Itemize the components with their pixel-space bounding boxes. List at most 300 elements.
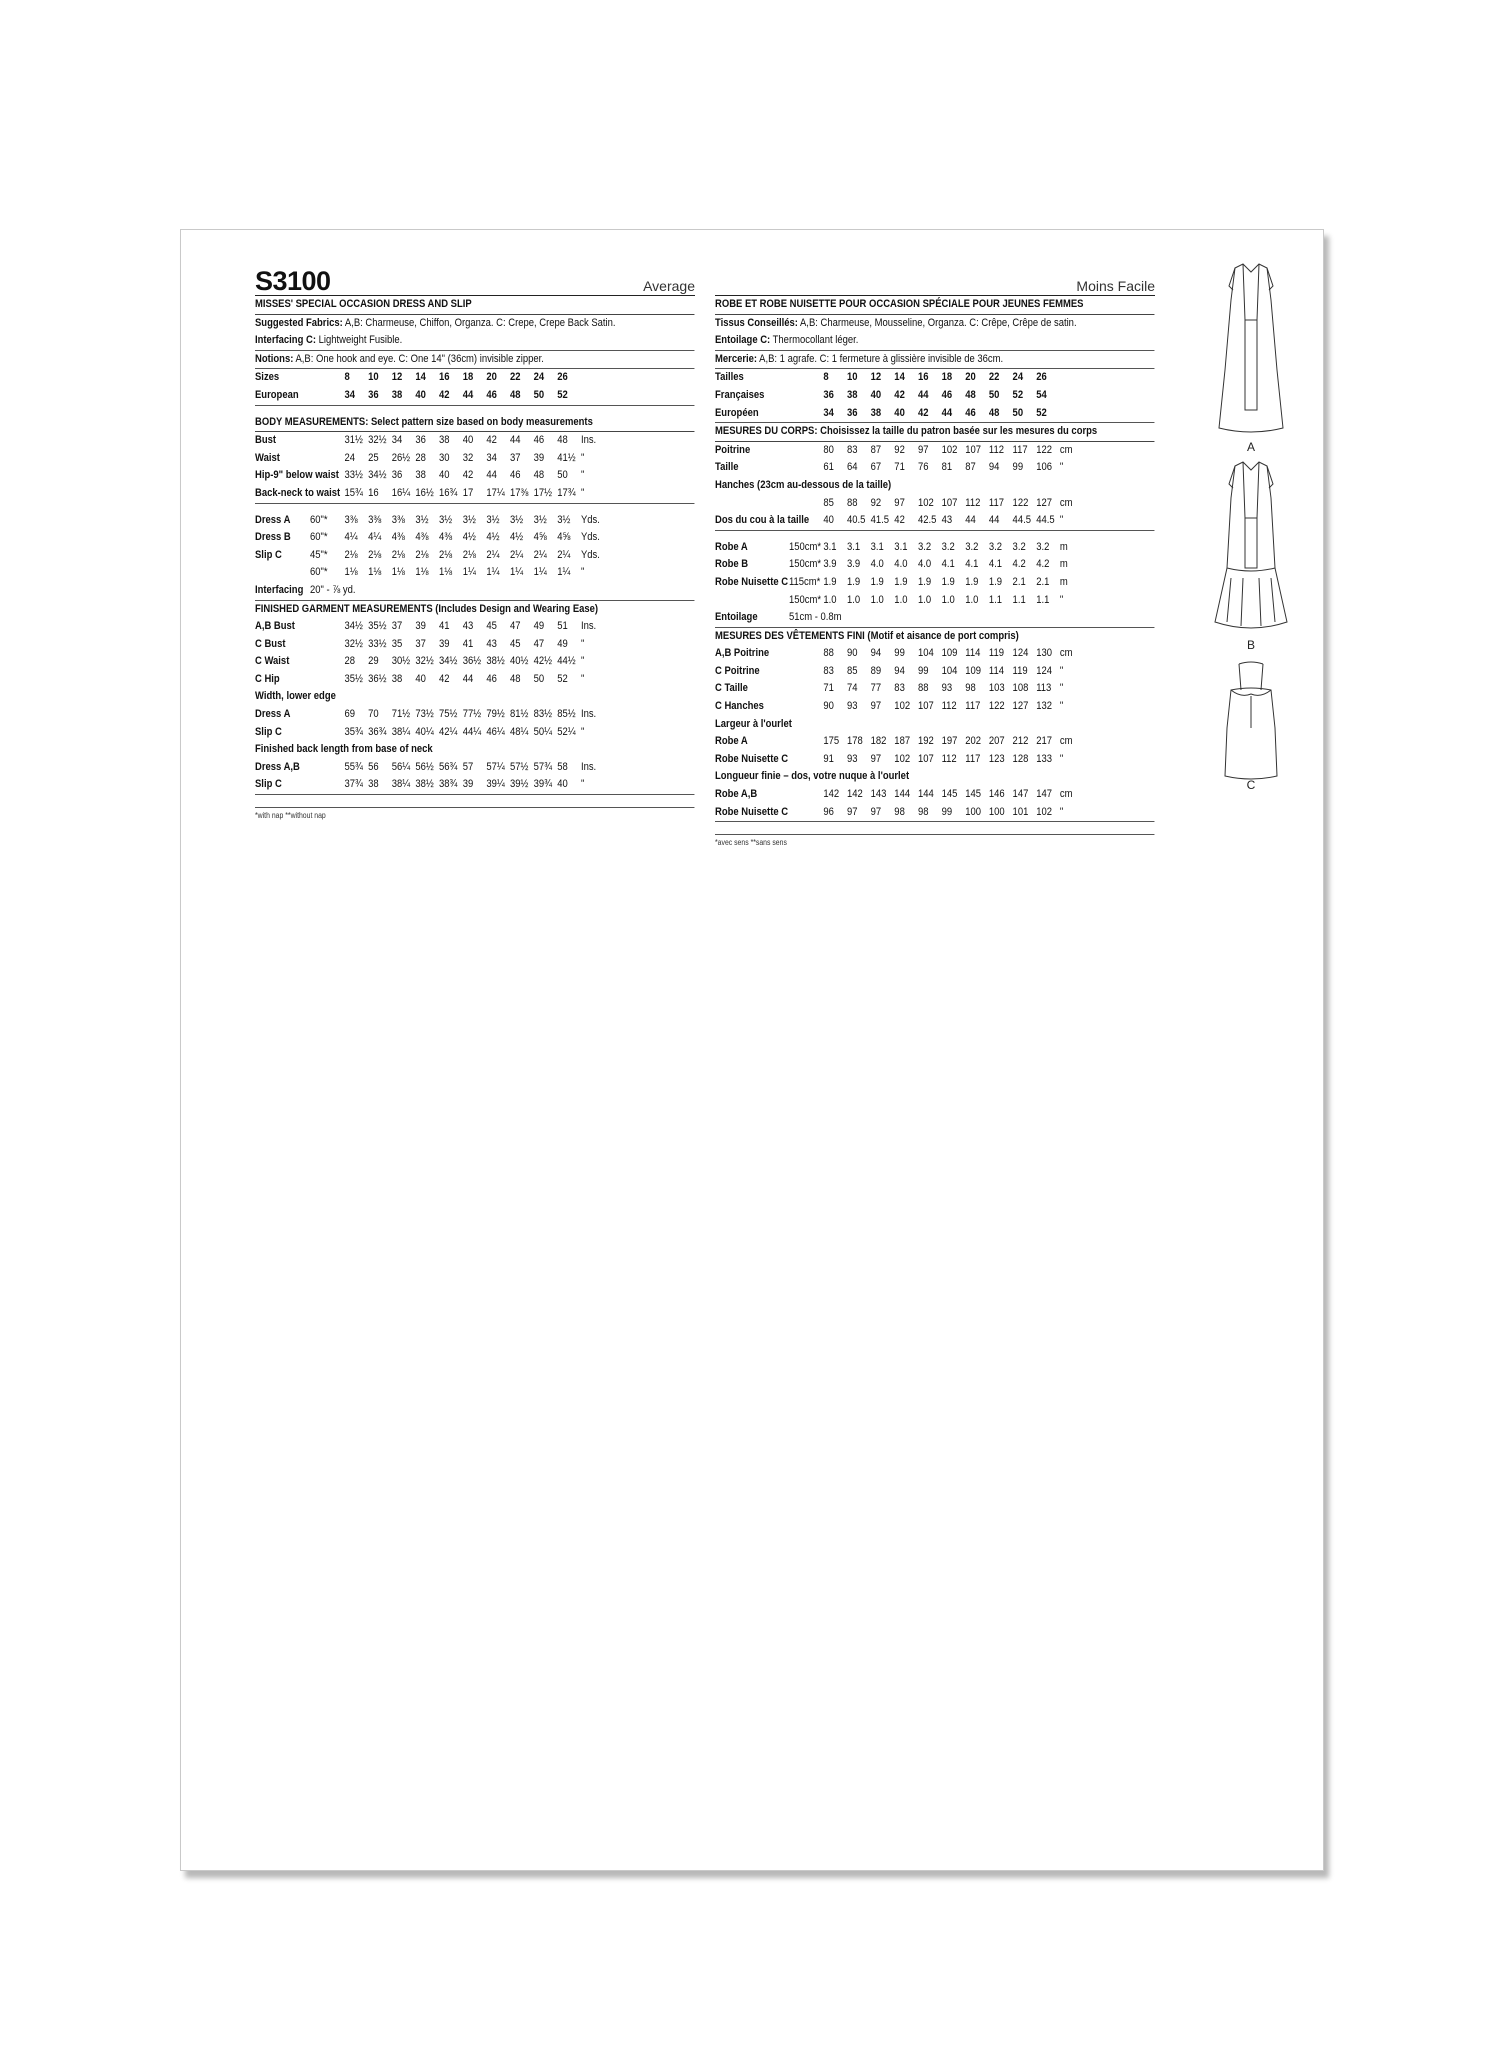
table-cell: 88	[847, 496, 858, 509]
table-row	[715, 645, 1072, 663]
table-cell: 42¼	[439, 725, 458, 738]
table-cell: 93	[847, 752, 858, 765]
table-cell: 39½	[509, 778, 529, 791]
table-cell: 69	[344, 708, 355, 721]
row-label: A,B Bust	[255, 620, 295, 633]
table-cell: 85	[823, 496, 834, 509]
table-row	[715, 574, 1068, 592]
table-cell: 3⅜	[344, 513, 358, 526]
table-cell: 42	[894, 514, 905, 527]
yardage-table	[255, 512, 694, 582]
table-cell: 145	[965, 788, 982, 801]
table-cell: 192	[917, 735, 934, 748]
table-cell: 93	[847, 700, 858, 713]
row-label: Bust	[255, 434, 277, 447]
fabric-width: 60"*	[310, 566, 328, 579]
table-row	[255, 706, 596, 724]
table-cell: 36	[847, 406, 858, 419]
unit-cell: m	[1059, 540, 1068, 553]
table-cell: 1⅛	[344, 566, 358, 579]
table-cell: 41.5	[870, 514, 890, 527]
row-label: C Bust	[255, 637, 286, 650]
table-cell: 3⅜	[391, 513, 405, 526]
table-cell: 44	[917, 388, 929, 401]
table-cell: 113	[1036, 682, 1052, 695]
table-cell: 1.0	[870, 593, 884, 606]
table-cell: 117	[1012, 443, 1028, 456]
table-cell: 46	[486, 672, 497, 685]
table-cell: 99	[917, 664, 929, 677]
table-cell: 4.2	[1012, 558, 1026, 571]
table-cell: 33½	[344, 469, 363, 482]
table-cell: 52	[557, 672, 568, 685]
table-cell: 71	[823, 682, 834, 695]
length-table-fr	[715, 786, 1154, 822]
unit-cell: "	[580, 637, 585, 650]
table-cell: 146	[988, 788, 1005, 801]
table-cell: 55¾	[344, 760, 363, 773]
body-measurements-table-fr	[715, 442, 1154, 477]
table-cell: 102	[917, 496, 934, 509]
row-label: Sizes	[255, 371, 280, 384]
fabric-width: 60"*	[310, 531, 328, 544]
table-cell: 48¼	[509, 725, 529, 738]
table-cell: 123	[988, 752, 1005, 765]
table-cell: 145	[941, 788, 958, 801]
table-cell: 36¾	[368, 725, 387, 738]
table-cell: 2⅛	[462, 548, 476, 561]
table-cell: 26	[1036, 371, 1047, 384]
fabrics-line: Suggested Fabrics: A,B: Charmeuse, Chiffon, Organza. C: Crepe, Crepe Back Satin.	[255, 316, 616, 329]
table-cell: 212	[1012, 735, 1029, 748]
row-label: A,B Poitrine	[715, 647, 770, 660]
table-cell: 38¾	[439, 778, 458, 791]
view-label-b: B	[1246, 638, 1255, 652]
table-cell: 81	[941, 461, 953, 474]
table-cell: 30	[439, 451, 450, 464]
table-cell: 49	[557, 637, 568, 650]
french-column	[715, 263, 1155, 849]
table-cell: 32	[462, 451, 474, 464]
table-cell: 1.0	[941, 593, 955, 606]
table-row	[255, 450, 596, 468]
finished-measurements-table-fr	[715, 645, 1154, 715]
unit-cell: "	[580, 672, 585, 685]
table-row	[255, 369, 581, 387]
table-row	[255, 432, 596, 450]
table-cell: 56	[368, 760, 379, 773]
table-cell: 42	[894, 388, 905, 401]
finished-measurements-heading-fr: MESURES DES VÊTEMENTS FINI (Motif et aisance de port compris)	[715, 629, 1019, 642]
row-label: Taille	[715, 461, 739, 474]
table-cell: 40	[557, 778, 568, 791]
table-row	[715, 495, 1072, 513]
table-cell: 102	[894, 752, 911, 765]
table-cell: 43	[462, 620, 474, 633]
table-row	[255, 618, 596, 636]
table-cell: 46	[965, 406, 976, 419]
table-cell: 112	[965, 496, 981, 509]
table-cell: 12	[391, 371, 403, 384]
table-cell: 1.9	[847, 575, 861, 588]
table-cell: 46¼	[486, 725, 505, 738]
table-cell: 97	[870, 805, 882, 818]
table-cell: 1⅛	[415, 566, 429, 579]
table-cell: 52	[1036, 406, 1047, 419]
table-cell: 8	[344, 371, 350, 384]
table-cell: 109	[941, 647, 958, 660]
length-table	[255, 759, 694, 795]
difficulty-label: Average	[643, 278, 695, 294]
table-cell: 34½	[368, 469, 387, 482]
table-cell: 16¾	[439, 486, 458, 499]
table-cell: 99	[941, 805, 953, 818]
table-cell: 4.2	[1036, 558, 1050, 571]
table-cell: 3½	[486, 513, 500, 526]
table-cell: 36	[368, 388, 379, 401]
fabric-width: 150cm*	[788, 558, 822, 571]
unit-cell: Ins.	[580, 760, 597, 773]
view-sketches	[1191, 260, 1311, 818]
table-cell: 103	[988, 682, 1005, 695]
interfacing-line-fr: Entoilage C: Thermocollant léger.	[715, 332, 1154, 351]
table-cell: 76	[917, 461, 929, 474]
table-cell: 1.9	[870, 575, 884, 588]
table-row	[715, 405, 1060, 423]
row-label: Robe B	[715, 558, 749, 571]
table-cell: 2⅛	[391, 548, 405, 561]
table-cell: 44.5	[1012, 514, 1031, 527]
table-cell: 1.9	[965, 575, 979, 588]
table-cell: 3.2	[988, 540, 1003, 553]
table-cell: 38	[415, 469, 426, 482]
table-row	[715, 751, 1072, 769]
table-cell: 52	[557, 388, 568, 401]
unit-cell: "	[580, 725, 585, 738]
table-row	[715, 663, 1072, 681]
table-cell: 16½	[415, 486, 434, 499]
table-cell: 3½	[462, 513, 476, 526]
table-cell: 17⅜	[509, 486, 529, 499]
table-cell: 14	[894, 371, 905, 384]
table-cell: 28	[344, 655, 355, 668]
table-row	[715, 733, 1072, 751]
table-cell: 124	[1036, 664, 1052, 677]
sizes-table-fr	[715, 369, 1154, 423]
table-cell: 42	[439, 388, 450, 401]
table-cell: 4⅜	[415, 531, 429, 544]
row-label: C Waist	[255, 655, 290, 668]
table-cell: 122	[1036, 443, 1052, 456]
table-cell: 3.9	[847, 558, 861, 571]
table-cell: 3½	[533, 513, 547, 526]
yardage-table-fr	[715, 539, 1154, 609]
row-label: Robe Nuisette C	[715, 805, 789, 818]
view-a	[1191, 260, 1311, 458]
table-cell: 4.0	[870, 558, 884, 571]
table-row	[715, 592, 1068, 610]
table-cell: 71	[894, 461, 905, 474]
table-row	[715, 369, 1060, 387]
table-cell: 75½	[439, 708, 458, 721]
interfacing-yardage-row-fr: Entoilage 51cm - 0.8m	[715, 609, 1154, 628]
table-row	[715, 459, 1072, 477]
table-cell: 4½	[462, 531, 476, 544]
table-cell: 38¼	[391, 725, 411, 738]
table-cell: 36	[823, 388, 834, 401]
table-cell: 35½	[344, 672, 363, 685]
table-cell: 31½	[344, 434, 363, 447]
pattern-envelope-back	[180, 229, 1324, 1871]
row-label: Dress B	[255, 531, 291, 544]
table-cell: 48	[509, 388, 521, 401]
table-cell: 38¼	[391, 778, 411, 791]
table-cell: 97	[870, 752, 882, 765]
header-row	[255, 263, 695, 296]
table-cell: 142	[847, 788, 863, 801]
table-row	[255, 529, 600, 547]
table-cell: 97	[847, 805, 858, 818]
table-cell: 144	[917, 788, 934, 801]
table-cell: 36½	[462, 655, 482, 668]
table-cell: 40	[462, 434, 474, 447]
finished-measurements-heading: FINISHED GARMENT MEASUREMENTS (Includes Design and Wearing Ease)	[255, 602, 599, 615]
table-cell: 36	[391, 469, 403, 482]
row-label: Tailles	[715, 371, 744, 384]
table-cell: 3.1	[823, 540, 837, 553]
unit-cell: "	[580, 469, 585, 482]
table-cell: 42	[462, 469, 474, 482]
table-cell: 44	[965, 514, 976, 527]
table-cell: 1¼	[486, 566, 500, 579]
table-cell: 38½	[486, 655, 505, 668]
fabric-width: 150cm*	[788, 593, 822, 606]
table-row	[715, 512, 1063, 530]
row-label: C Taille	[715, 682, 748, 695]
view-c	[1191, 658, 1311, 818]
table-cell: 35¾	[344, 725, 363, 738]
pattern-code: S3100	[255, 266, 331, 296]
unit-cell: "	[1059, 514, 1064, 527]
table-cell: 1¼	[462, 566, 476, 579]
table-cell: 117	[965, 752, 981, 765]
unit-cell: Ins.	[580, 434, 597, 447]
length-heading: Finished back length from base of neck	[255, 743, 433, 756]
table-cell: 33½	[368, 637, 387, 650]
table-cell: 16	[368, 486, 379, 499]
width-table	[255, 706, 694, 741]
table-cell: 44	[462, 672, 474, 685]
table-cell: 182	[870, 735, 887, 748]
table-row	[255, 724, 596, 742]
table-cell: 74	[847, 682, 858, 695]
row-label: Poitrine	[715, 443, 751, 456]
table-cell: 4.1	[941, 558, 955, 571]
table-cell: 39	[439, 637, 450, 650]
table-cell: 178	[847, 735, 863, 748]
table-cell: 4.0	[917, 558, 932, 571]
unit-cell: cm	[1059, 788, 1073, 801]
row-label: Slip C	[255, 725, 282, 738]
table-cell: 2⅛	[368, 548, 382, 561]
dress-a-sketch-icon	[1191, 260, 1311, 440]
table-cell: 44	[462, 388, 474, 401]
table-cell: 1.0	[823, 593, 837, 606]
row-label: Robe A	[715, 735, 748, 748]
table-cell: 48	[965, 388, 976, 401]
table-cell: 79½	[486, 708, 505, 721]
table-cell: 90	[847, 647, 858, 660]
table-cell: 1.1	[1012, 593, 1026, 606]
table-cell: 20	[486, 371, 497, 384]
table-cell: 99	[894, 647, 905, 660]
table-cell: 36	[415, 434, 426, 447]
table-cell: 34	[391, 434, 403, 447]
table-cell: 97	[917, 443, 929, 456]
row-label: Robe Nuisette C	[715, 752, 789, 765]
table-cell: 127	[1012, 700, 1029, 713]
table-cell: 89	[870, 664, 882, 677]
unit-cell: "	[1059, 752, 1064, 765]
table-cell: 1.9	[894, 575, 908, 588]
table-cell: 147	[1012, 788, 1029, 801]
table-cell: 37	[415, 637, 426, 650]
table-cell: 147	[1036, 788, 1052, 801]
table-cell: 37	[391, 620, 403, 633]
table-cell: 4.0	[894, 558, 908, 571]
table-cell: 26½	[391, 451, 411, 464]
table-cell: 46	[486, 388, 497, 401]
table-cell: 36½	[368, 672, 387, 685]
table-cell: 35	[391, 637, 403, 650]
table-cell: 42½	[533, 655, 553, 668]
table-cell: 1¼	[557, 566, 571, 579]
table-cell: 38	[439, 434, 450, 447]
table-cell: 94	[894, 664, 905, 677]
table-cell: 64	[847, 461, 858, 474]
table-cell: 44	[509, 434, 521, 447]
table-cell: 77½	[462, 708, 482, 721]
header-row-fr	[715, 263, 1155, 296]
table-cell: 207	[988, 735, 1005, 748]
table-cell: 38	[391, 388, 403, 401]
table-cell: 22	[509, 371, 521, 384]
unit-cell: m	[1059, 575, 1068, 588]
table-cell: 61	[823, 461, 834, 474]
unit-cell: cm	[1059, 647, 1073, 660]
unit-cell: "	[580, 566, 585, 579]
table-cell: 132	[1036, 700, 1052, 713]
table-cell: 4⅝	[557, 531, 571, 544]
table-cell: 2⅛	[415, 548, 429, 561]
table-cell: 57½	[509, 760, 529, 773]
table-cell: 40	[870, 388, 882, 401]
table-cell: 41	[462, 637, 474, 650]
row-label: C Hip	[255, 672, 280, 685]
table-cell: 122	[988, 700, 1005, 713]
table-cell: 3½	[439, 513, 453, 526]
table-cell: 1¼	[533, 566, 547, 579]
table-cell: 1⅛	[439, 566, 453, 579]
notions-line: Notions: A,B: One hook and eye. C: One 14" (36cm) invisible zipper.	[255, 351, 694, 370]
row-label: Françaises	[715, 388, 765, 401]
table-cell: 25	[368, 451, 379, 464]
table-cell: 44.5	[1036, 514, 1055, 527]
table-cell: 39	[533, 451, 545, 464]
table-cell: 3.1	[847, 540, 861, 553]
table-cell: 99	[1012, 461, 1024, 474]
body-measurements-heading-fr: MESURES DU CORPS: Choisissez la taille du patron basée sur les mesures du corps	[715, 423, 1154, 442]
table-cell: 81½	[509, 708, 529, 721]
unit-cell: Ins.	[580, 708, 597, 721]
table-cell: 1.9	[917, 575, 932, 588]
row-label: Dos du cou à la taille	[715, 514, 810, 527]
hip-heading-fr: Hanches (23cm au-dessous de la taille)	[715, 478, 892, 491]
table-cell: 34	[823, 406, 834, 419]
row-label: Européen	[715, 406, 759, 419]
table-cell: 92	[870, 496, 882, 509]
table-cell: 1.0	[847, 593, 861, 606]
table-cell: 50	[988, 388, 1000, 401]
pattern-title-fr: ROBE ET ROBE NUISETTE POUR OCCASION SPÉCIALE POUR JEUNES FEMMES	[715, 296, 1154, 315]
table-cell: 28	[415, 451, 426, 464]
fabric-width: 60"*	[310, 513, 328, 526]
table-cell: 217	[1036, 735, 1052, 748]
table-cell: 45	[486, 620, 497, 633]
body-measurements-table	[255, 432, 694, 503]
table-cell: 100	[988, 805, 1005, 818]
table-cell: 32½	[344, 637, 363, 650]
table-cell: 44¼	[462, 725, 482, 738]
table-cell: 54	[1036, 388, 1047, 401]
table-cell: 102	[1036, 805, 1052, 818]
table-cell: 67	[870, 461, 882, 474]
table-cell: 50	[533, 388, 545, 401]
table-cell: 4.1	[988, 558, 1003, 571]
table-cell: 18	[462, 371, 474, 384]
table-cell: 41	[439, 620, 450, 633]
table-cell: 122	[1012, 496, 1029, 509]
table-cell: 38½	[415, 778, 434, 791]
table-cell: 128	[1012, 752, 1029, 765]
table-row	[715, 387, 1060, 405]
table-cell: 85	[847, 664, 858, 677]
table-cell: 109	[965, 664, 982, 677]
table-cell: 17½	[533, 486, 553, 499]
table-cell: 1.9	[823, 575, 837, 588]
interfacing-yardage-row: Interfacing 20" - ⅞ yd.	[255, 582, 694, 601]
notions-line-fr: Mercerie: A,B: 1 agrafe. C: 1 fermeture à glissière invisible de 36cm.	[715, 351, 1154, 370]
fabric-width: 150cm*	[788, 540, 822, 553]
table-cell: 108	[1012, 682, 1029, 695]
unit-cell: Yds.	[580, 531, 600, 544]
table-cell: 87	[870, 443, 882, 456]
table-cell: 107	[965, 443, 982, 456]
table-cell: 2.1	[1036, 575, 1050, 588]
row-label: Waist	[255, 451, 280, 464]
table-cell: 187	[894, 735, 911, 748]
table-cell: 52	[1012, 388, 1024, 401]
table-cell: 50	[533, 672, 545, 685]
difficulty-label-fr: Moins Facile	[1076, 278, 1155, 294]
table-cell: 1.1	[988, 593, 1003, 606]
hip-row-fr	[715, 495, 1154, 513]
row-label: Back-neck to waist	[255, 486, 341, 499]
table-cell: 3½	[509, 513, 524, 526]
neck-row-fr	[715, 512, 1154, 531]
slip-c-sketch-icon	[1191, 658, 1311, 798]
table-cell: 8	[823, 371, 829, 384]
